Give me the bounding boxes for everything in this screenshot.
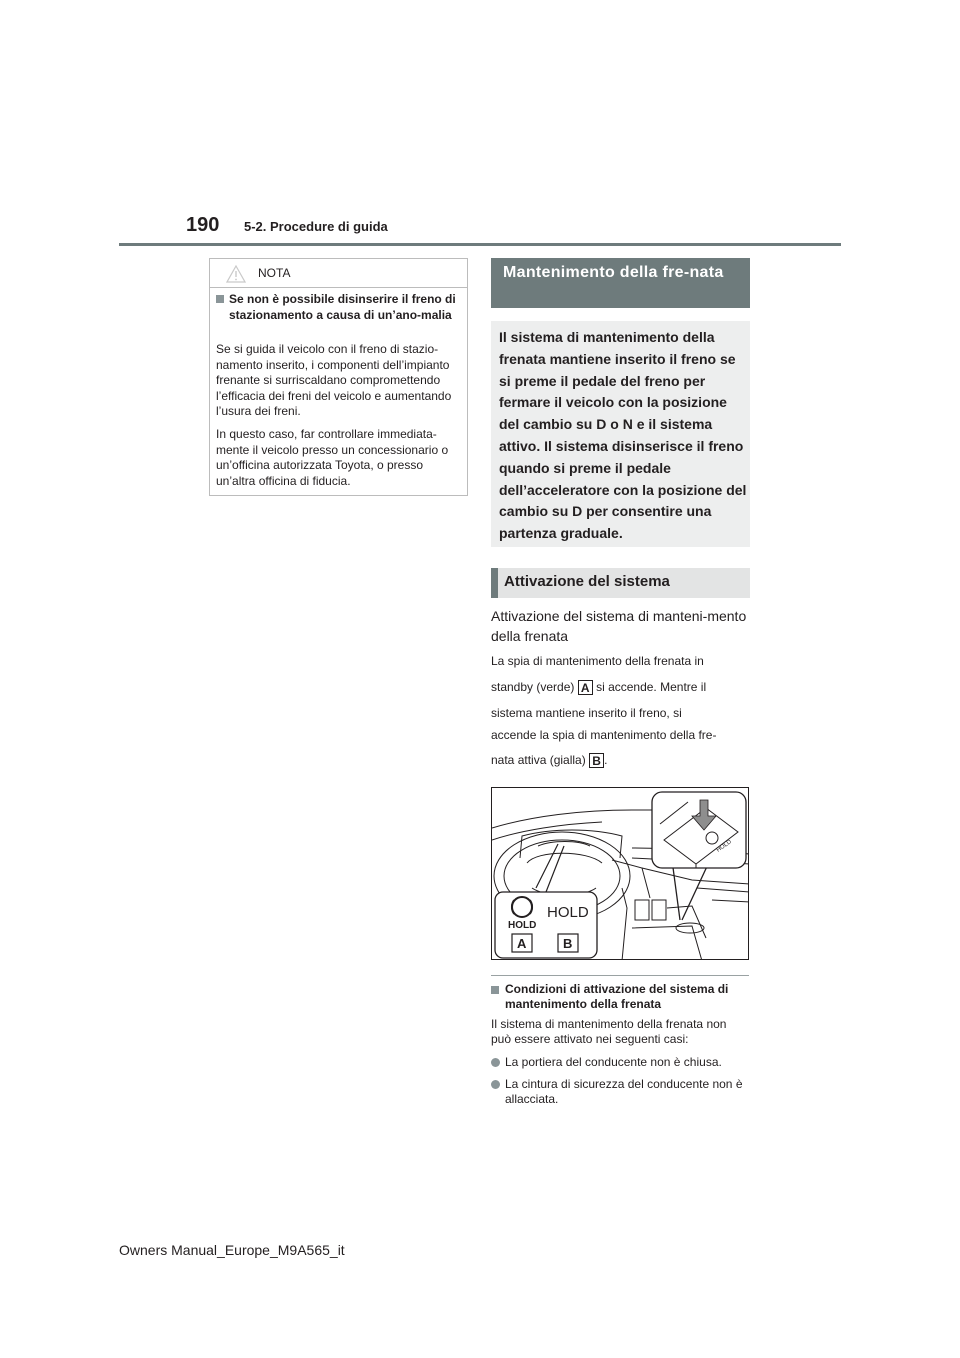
square-bullet-icon xyxy=(216,295,224,303)
callout-b: B xyxy=(563,936,573,951)
label-a-badge: A xyxy=(578,680,593,695)
conditions-divider xyxy=(491,975,749,976)
body-line-2b: si accende. Mentre il xyxy=(596,680,707,694)
condition-item-1: La portiera del conducente non è chiusa. xyxy=(505,1055,722,1069)
body-line-5b: . xyxy=(604,753,608,767)
section-title-attivazione: Attivazione del sistema xyxy=(504,573,670,590)
switch-hold-label: HOLD xyxy=(715,839,733,854)
conditions-heading: Condizioni di attivazione del sistema di mantenimento della frenata xyxy=(505,982,729,1011)
warning-triangle-icon xyxy=(226,265,246,283)
nota-paragraph-1: Se si guida il veicolo con il freno di stazio-namento inserito, i componenti dell’impianto frenante si surriscaldano compromettendo l’efficacia dei freni del veicolo e aumentando l’usura dei freni. xyxy=(216,342,452,418)
cockpit-illustration xyxy=(491,787,749,960)
body-line-4: accende la spia di mantenimento della fre- xyxy=(491,728,717,742)
header-divider xyxy=(119,243,841,246)
conditions-intro: Il sistema di mantenimento della frenata non può essere attivato nei seguenti casi: xyxy=(491,1017,727,1046)
body-line-2a: standby (verde) xyxy=(491,680,575,694)
square-bullet-icon xyxy=(491,986,499,994)
callout-a: A xyxy=(517,936,527,951)
hold-text-indicator: HOLD xyxy=(547,904,589,921)
section-header-bar xyxy=(491,568,498,598)
cockpit-drawing xyxy=(492,788,749,960)
nota-heading: Se non è possibile disinserire il freno di stazionamento a causa di un’ano-malia xyxy=(229,292,456,322)
section-title-mantenimento: Mantenimento della fre-nata xyxy=(503,264,724,281)
nota-divider xyxy=(210,287,467,288)
round-bullet-icon xyxy=(491,1080,500,1089)
hold-icon-label: HOLD xyxy=(508,920,537,931)
page-number: 190 xyxy=(186,214,220,236)
label-b-badge: B xyxy=(589,753,604,768)
body-line-5 xyxy=(491,753,607,768)
body-line-1: La spia di mantenimento della frenata in xyxy=(491,654,704,668)
nota-title: NOTA xyxy=(258,266,291,280)
procedure-title: Attivazione del sistema di manteni-mento della frenata xyxy=(491,608,747,644)
section-reference: 5-2. Procedure di guida xyxy=(244,219,388,234)
round-bullet-icon xyxy=(491,1058,500,1067)
body-line-2 xyxy=(491,680,706,695)
condition-item-2: La cintura di sicurezza del conducente non è allacciata. xyxy=(505,1077,743,1106)
body-line-5a: nata attiva (gialla) xyxy=(491,753,586,767)
footer-document-id: Owners Manual_Europe_M9A565_it xyxy=(119,1242,345,1258)
body-line-3: sistema mantiene inserito il freno, si xyxy=(491,706,682,720)
summary-text: Il sistema di mantenimento della frenata mantiene inserito il freno se si preme il pedale del freno per fermare il veicolo con la posizione del cambio su D o N e il sistema attivo. Il sistema disinserisce il freno quando si preme il pedale dell’acceleratore con la posizione del cambio su D per consentire una partenza graduale. xyxy=(499,329,747,542)
nota-paragraph-2: In questo caso, far controllare immediata-mente il veicolo presso un concessionario o un’officina autorizzata Toyota, o presso un’altra officina di fiducia. xyxy=(216,427,449,488)
